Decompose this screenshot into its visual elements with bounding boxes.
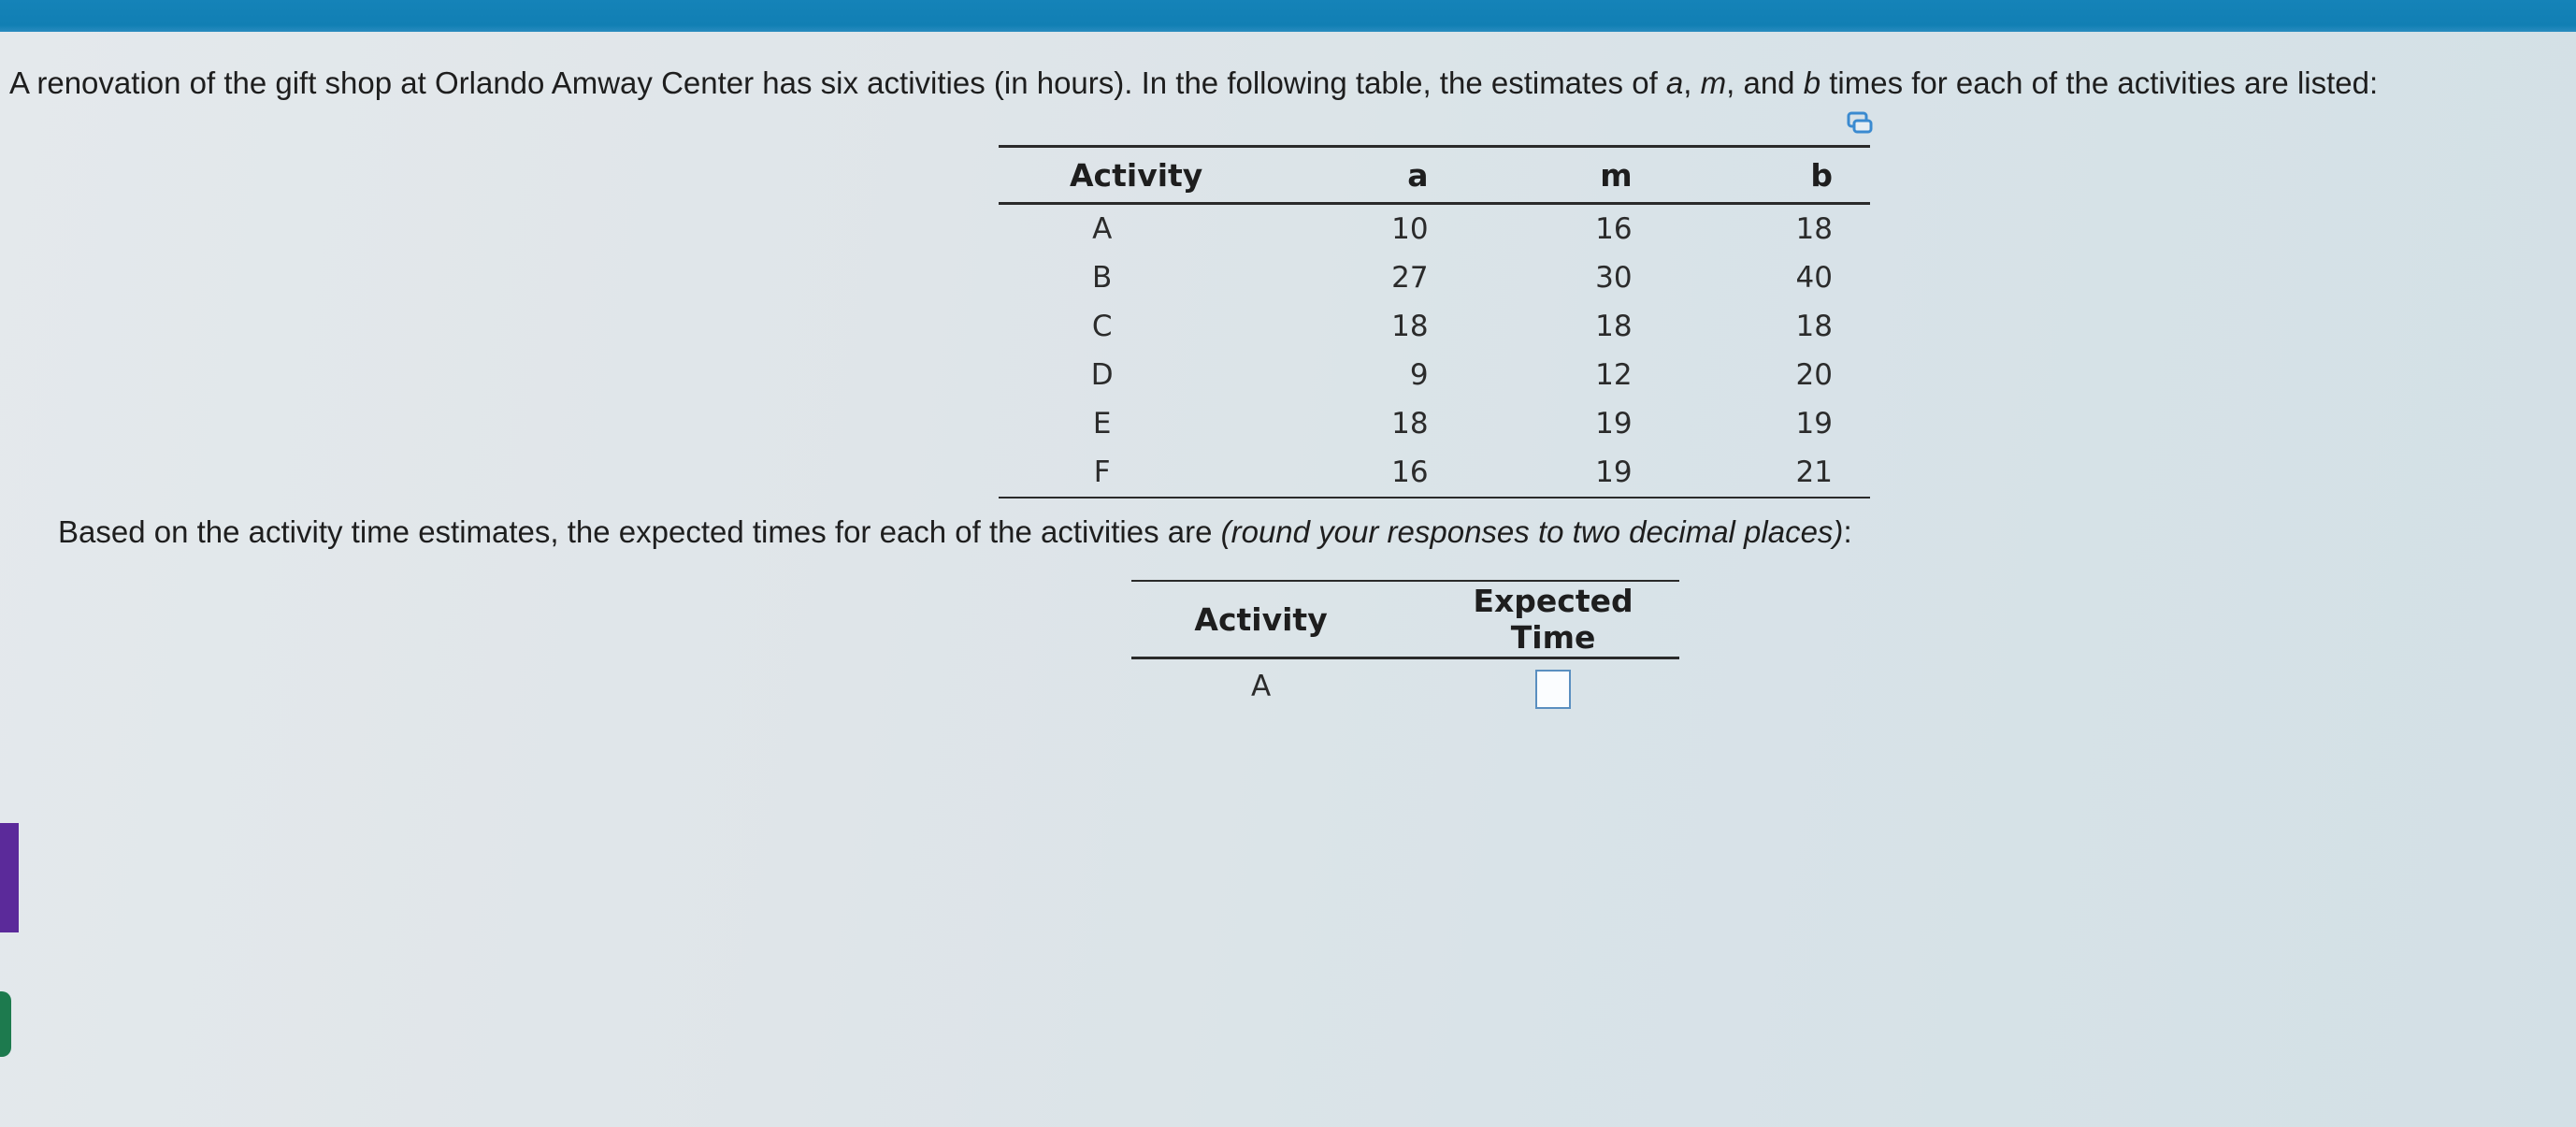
activity-cell: A: [1092, 212, 1113, 246]
left-edge-accent: [0, 823, 19, 932]
m-cell: 18: [1595, 310, 1633, 343]
estimates-table: [999, 145, 1870, 498]
activity-cell: B: [1092, 261, 1113, 295]
expected-time-cell: [1427, 658, 1679, 715]
left-edge-accent-green: [0, 991, 11, 1057]
column-header-a: a: [1205, 147, 1428, 204]
column-header-activity: Activity: [1131, 581, 1427, 658]
expected-header-row: [1131, 581, 1679, 658]
a-cell: 27: [1391, 261, 1429, 295]
table-row: [999, 302, 1870, 351]
copy-table-icon[interactable]: [1846, 110, 1874, 137]
m-cell: 19: [1595, 407, 1633, 441]
table-row: [999, 448, 1870, 498]
a-cell: 18: [1391, 407, 1429, 441]
expected-time-input[interactable]: [1535, 670, 1571, 709]
expected-time-table: [1131, 580, 1679, 714]
m-cell: 19: [1429, 448, 1633, 498]
table-row: [999, 204, 1870, 254]
m-cell: 30: [1595, 261, 1633, 295]
a-cell: 16: [1205, 448, 1428, 498]
table-row: [999, 351, 1870, 399]
b-cell: 18: [1795, 212, 1833, 246]
question-prompt: Based on the activity time estimates, the expected times for each of the activities are (round your responses to two decimal places):: [58, 514, 1852, 549]
activity-cell: E: [1092, 407, 1112, 441]
m-cell: 16: [1595, 212, 1633, 246]
top-bar: [0, 0, 2576, 32]
column-header-m: m: [1429, 147, 1633, 204]
b-cell: 20: [1795, 358, 1833, 392]
m-cell: 12: [1595, 358, 1633, 392]
column-header-expected-time: Expected Time: [1427, 581, 1679, 658]
b-cell: 18: [1795, 310, 1833, 343]
activity-cell: C: [1091, 310, 1113, 343]
table-row: [999, 253, 1870, 302]
b-cell: 19: [1795, 407, 1833, 441]
estimates-header-row: [999, 147, 1870, 204]
activity-cell: D: [1090, 358, 1114, 392]
table-row: [999, 399, 1870, 448]
table-row: [1131, 658, 1679, 715]
activity-cell: A: [1250, 670, 1272, 703]
a-cell: 18: [1391, 310, 1429, 343]
a-cell: 9: [1409, 358, 1429, 392]
a-cell: 10: [1391, 212, 1429, 246]
column-header-b: b: [1633, 147, 1870, 204]
b-cell: 40: [1795, 261, 1833, 295]
b-cell: 21: [1633, 448, 1870, 498]
problem-statement: A renovation of the gift shop at Orlando Amway Center has six activities (in hours). In the following table, the estimates of a, m, and b times for each of the activities are listed:: [9, 65, 2379, 100]
column-header-activity: Activity: [999, 147, 1205, 204]
activity-cell: F: [999, 448, 1205, 498]
